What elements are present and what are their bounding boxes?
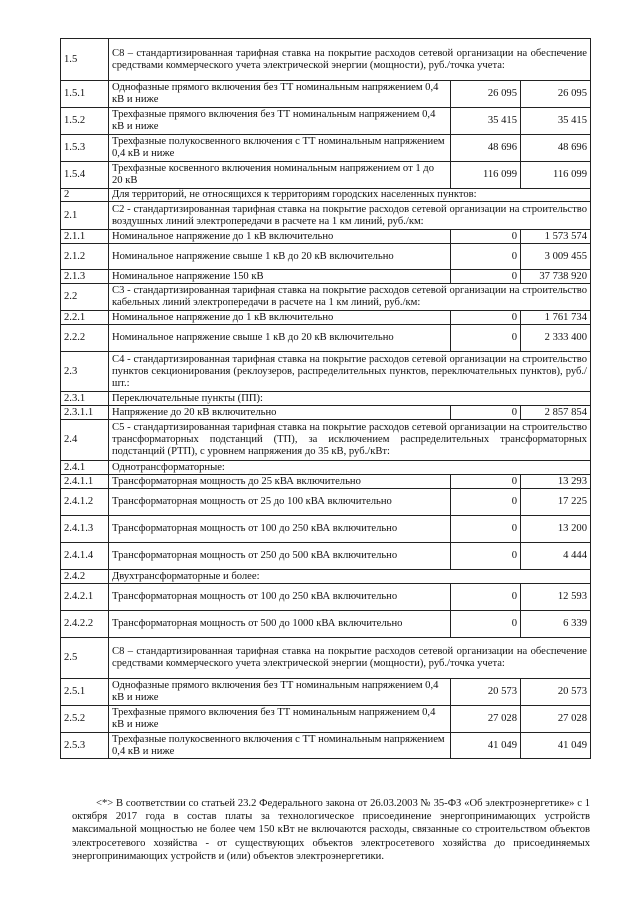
row-value-2: 35 415 — [521, 108, 591, 135]
table-row — [61, 475, 591, 489]
table-row — [61, 189, 591, 202]
row-value-2: 27 028 — [521, 706, 591, 733]
row-code: 2.4.2.2 — [61, 611, 109, 638]
row-code: 2.5.2 — [61, 706, 109, 733]
row-description: Переключательные пункты (ПП): — [109, 392, 591, 406]
row-value-2: 2 857 854 — [521, 406, 591, 420]
row-description: Однофазные прямого включения без ТТ номинальным напряжением 0,4 кВ и ниже — [109, 679, 451, 706]
row-description: С8 – стандартизированная тарифная ставка на покрытие расходов сетевой организации на обеспечение средствами коммерческого учета электрической энергии (мощности), руб./точка учета: — [109, 39, 591, 81]
row-code: 1.5.3 — [61, 135, 109, 162]
table-row — [61, 244, 591, 270]
row-value-2: 4 444 — [521, 543, 591, 570]
table-row — [61, 420, 591, 461]
row-code: 2.5.3 — [61, 733, 109, 759]
row-code: 2.4.1.4 — [61, 543, 109, 570]
row-description: С3 - стандартизированная тарифная ставка на покрытие расходов сетевой организации на строительство кабельных линий электропередачи в расчете на 1 км линий, руб./км: — [109, 284, 591, 311]
row-description: Номинальное напряжение 150 кВ — [109, 270, 451, 284]
row-value-1: 0 — [451, 230, 521, 244]
table-row — [61, 284, 591, 311]
row-description: Трансформаторная мощность от 250 до 500 кВА включительно — [109, 543, 451, 570]
row-description: С8 – стандартизированная тарифная ставка на покрытие расходов сетевой организации на обеспечение средствами коммерческого учета электрической энергии (мощности), руб./точка учета: — [109, 638, 591, 679]
row-description: Номинальное напряжение до 1 кВ включительно — [109, 311, 451, 325]
row-description: Двухтрансформаторные и более: — [109, 570, 591, 584]
row-code: 2.1.3 — [61, 270, 109, 284]
table-row — [61, 489, 591, 516]
row-description: Для территорий, не относящихся к территориям городских населенных пунктов: — [109, 189, 591, 202]
row-code: 2.3.1 — [61, 392, 109, 406]
row-value-2: 1 761 734 — [521, 311, 591, 325]
table-row — [61, 162, 591, 189]
row-description: Номинальное напряжение свыше 1 кВ до 20 кВ включительно — [109, 244, 451, 270]
tariff-table-body — [61, 39, 591, 759]
row-description: С5 - стандартизированная тарифная ставка на покрытие расходов сетевой организации на строительство трансформаторных подстанций (ТП), за исключением распределительных трансформаторных подстанций (РТП), с уровнем напряжения до 35 кВ, руб./кВт: — [109, 420, 591, 461]
row-description: Трансформаторная мощность от 100 до 250 кВА включительно — [109, 516, 451, 543]
row-code: 1.5.4 — [61, 162, 109, 189]
row-value-1: 0 — [451, 584, 521, 611]
row-description: Трансформаторная мощность от 100 до 250 кВА включительно — [109, 584, 451, 611]
row-value-2: 41 049 — [521, 733, 591, 759]
row-code: 1.5 — [61, 39, 109, 81]
row-value-1: 48 696 — [451, 135, 521, 162]
row-description: С4 - стандартизированная тарифная ставка на покрытие расходов сетевой организации на строительство пунктов секционирования (реклоузеров, распределительных пунктов, переключательных пунктов), руб./шт.: — [109, 352, 591, 392]
table-row — [61, 352, 591, 392]
row-code: 2.3.1.1 — [61, 406, 109, 420]
row-value-1: 41 049 — [451, 733, 521, 759]
row-description: Трехфазные полукосвенного включения с ТТ номинальным напряжением 0,4 кВ и ниже — [109, 135, 451, 162]
row-value-2: 2 333 400 — [521, 325, 591, 352]
row-code: 2.4.1 — [61, 461, 109, 475]
row-code: 2.1.2 — [61, 244, 109, 270]
table-row — [61, 202, 591, 230]
row-value-2: 48 696 — [521, 135, 591, 162]
row-code: 2.1.1 — [61, 230, 109, 244]
row-code: 2.4.1.2 — [61, 489, 109, 516]
table-row — [61, 392, 591, 406]
row-value-1: 0 — [451, 325, 521, 352]
row-value-2: 12 593 — [521, 584, 591, 611]
row-code: 2.3 — [61, 352, 109, 392]
row-value-1: 0 — [451, 489, 521, 516]
table-row — [61, 679, 591, 706]
table-row — [61, 230, 591, 244]
row-code: 2.4.1.3 — [61, 516, 109, 543]
table-row — [61, 311, 591, 325]
row-value-1: 0 — [451, 311, 521, 325]
row-value-1: 26 095 — [451, 81, 521, 108]
row-code: 1.5.2 — [61, 108, 109, 135]
row-value-1: 0 — [451, 406, 521, 420]
row-value-1: 0 — [451, 543, 521, 570]
row-value-2: 13 200 — [521, 516, 591, 543]
row-value-2: 17 225 — [521, 489, 591, 516]
table-row — [61, 406, 591, 420]
table-row — [61, 135, 591, 162]
row-code: 2.2 — [61, 284, 109, 311]
row-code: 2.2.2 — [61, 325, 109, 352]
table-row — [61, 638, 591, 679]
table-row — [61, 461, 591, 475]
row-value-1: 27 028 — [451, 706, 521, 733]
row-code: 2.2.1 — [61, 311, 109, 325]
row-code: 2.4.2.1 — [61, 584, 109, 611]
row-value-2: 13 293 — [521, 475, 591, 489]
row-value-2: 37 738 920 — [521, 270, 591, 284]
table-row — [61, 543, 591, 570]
row-value-2: 6 339 — [521, 611, 591, 638]
row-value-2: 1 573 574 — [521, 230, 591, 244]
row-value-1: 35 415 — [451, 108, 521, 135]
table-row — [61, 733, 591, 759]
table-row — [61, 81, 591, 108]
row-description: С2 - стандартизированная тарифная ставка на покрытие расходов сетевой организации на строительство воздушных линий электропередачи в расчете на 1 км линий, руб./км: — [109, 202, 591, 230]
row-code: 2.5.1 — [61, 679, 109, 706]
row-value-2: 116 099 — [521, 162, 591, 189]
row-description: Однотрансформаторные: — [109, 461, 591, 475]
row-description: Трехфазные косвенного включения номинальным напряжением от 1 до 20 кВ — [109, 162, 451, 189]
footnote: <*> В соответствии со статьей 23.2 Федерального закона от 26.03.2003 № 35-ФЗ «Об электроэнергетике» с 1 октября 2017 года в состав платы за технологическое присоединение энергопринимающих устройств максимальной мощностью не более чем 150 кВт не включаются расходы, связанные со строительством объектов электросетевого хозяйства - от существующих объектов электросетевого хозяйства до присоединяемых энергопринимающих устройств и (или) объектов электроэнергетики. — [72, 798, 590, 862]
row-code: 1.5.1 — [61, 81, 109, 108]
table-row — [61, 570, 591, 584]
table-row — [61, 706, 591, 733]
table-row — [61, 108, 591, 135]
row-value-1: 116 099 — [451, 162, 521, 189]
row-value-2: 3 009 455 — [521, 244, 591, 270]
row-code: 2.4.2 — [61, 570, 109, 584]
tariff-table — [60, 38, 591, 759]
row-description: Номинальное напряжение свыше 1 кВ до 20 кВ включительно — [109, 325, 451, 352]
row-description: Однофазные прямого включения без ТТ номинальным напряжением 0,4 кВ и ниже — [109, 81, 451, 108]
row-value-1: 20 573 — [451, 679, 521, 706]
row-code: 2.1 — [61, 202, 109, 230]
table-row — [61, 516, 591, 543]
table-row — [61, 39, 591, 81]
row-description: Трехфазные прямого включения без ТТ номинальным напряжением 0,4 кВ и ниже — [109, 108, 451, 135]
table-row — [61, 325, 591, 352]
row-description: Трансформаторная мощность до 25 кВА включительно — [109, 475, 451, 489]
row-value-1: 0 — [451, 611, 521, 638]
row-value-1: 0 — [451, 244, 521, 270]
row-description: Напряжение до 20 кВ включительно — [109, 406, 451, 420]
table-row — [61, 270, 591, 284]
table-row — [61, 584, 591, 611]
row-code: 2.5 — [61, 638, 109, 679]
row-code: 2.4 — [61, 420, 109, 461]
row-description: Трехфазные полукосвенного включения с ТТ номинальным напряжением 0,4 кВ и ниже — [109, 733, 451, 759]
row-description: Номинальное напряжение до 1 кВ включительно — [109, 230, 451, 244]
row-value-2: 20 573 — [521, 679, 591, 706]
row-code: 2 — [61, 189, 109, 202]
row-description: Трехфазные прямого включения без ТТ номинальным напряжением 0,4 кВ и ниже — [109, 706, 451, 733]
table-row — [61, 611, 591, 638]
row-description: Трансформаторная мощность от 25 до 100 кВА включительно — [109, 489, 451, 516]
row-value-1: 0 — [451, 475, 521, 489]
row-value-1: 0 — [451, 270, 521, 284]
row-description: Трансформаторная мощность от 500 до 1000 кВА включительно — [109, 611, 451, 638]
row-value-2: 26 095 — [521, 81, 591, 108]
row-code: 2.4.1.1 — [61, 475, 109, 489]
row-value-1: 0 — [451, 516, 521, 543]
